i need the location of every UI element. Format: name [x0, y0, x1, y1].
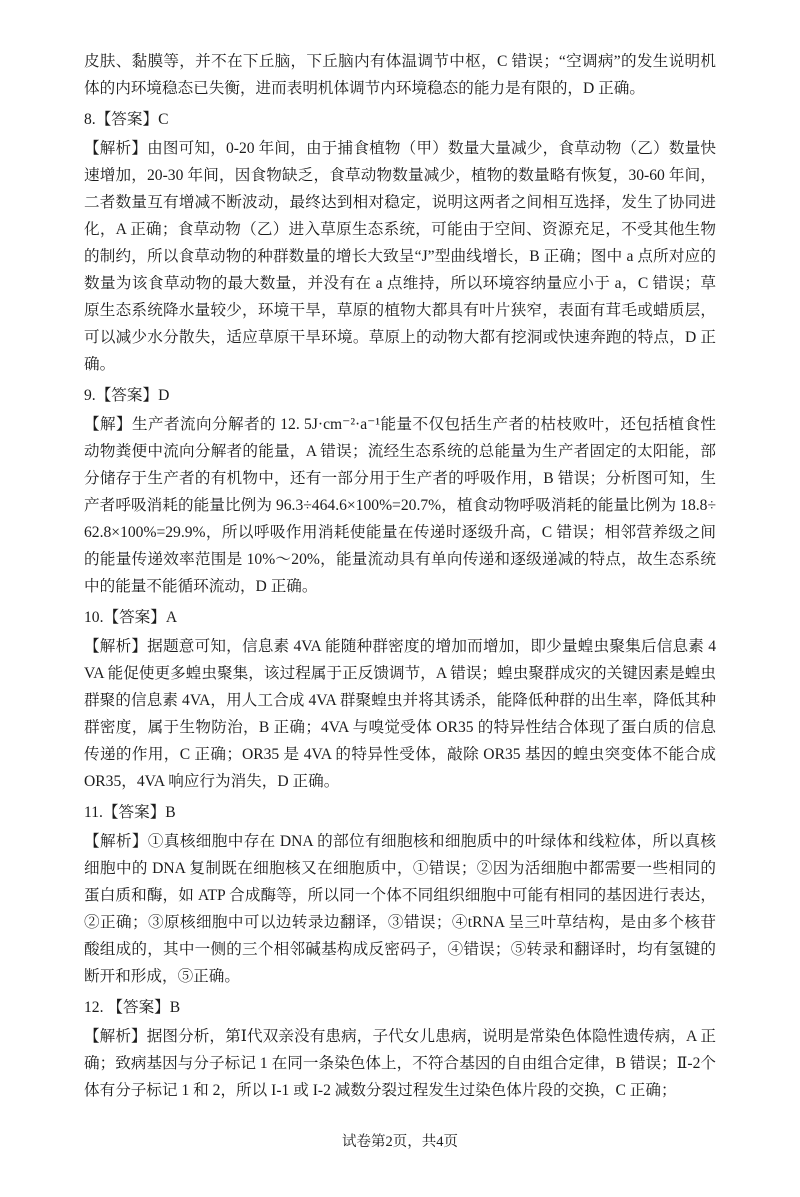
continuation-paragraph: 皮肤、黏膜等，并不在下丘脑，下丘脑内有体温调节中枢，C 错误；“空调病”的发生说明机体的内环境稳态已失衡，进而表明机体调节内环境稳态的能力是有限的，D 正确。	[84, 53, 716, 97]
answer-line-q10: 10.【答案】A	[84, 609, 178, 626]
answer-line-q12: 12. 【答案】B	[84, 999, 181, 1016]
answer-line-q9: 9.【答案】D	[84, 387, 170, 404]
explanation-q11: 【解析】①真核细胞中存在 DNA 的部位有细胞核和细胞质中的叶绿体和线粒体，所以真核细胞中的 DNA 复制既在细胞核又在细胞质中，①错误；②因为活细胞中都需要一些相同的蛋白质和酶，如 ATP 合成酶等，所以同一个体不同组织细胞中可能有相同的基因进行表达，②正确；③原核细胞中可以边转录边翻译，③错误；④tRNA 呈三叶草结构，是由多个核苷酸组成的，其中一侧的三个相邻碱基构成反密码子，④错误；⑤转录和翻译时，均有氢键的断开和形成，⑤正确。	[84, 833, 716, 985]
explanation-q9: 【解】生产者流向分解者的 12. 5J·cm⁻²·a⁻¹能量不仅包括生产者的枯枝败叶，还包括植食性动物粪便中流向分解者的能量，A 错误；流经生态系统的总能量为生产者固定的太阳能，部分储存于生产者的有机物中，还有一部分用于生产者的呼吸作用，B 错误；分析图可知，生产者呼吸消耗的能量比例为 96.3÷464.6×100%=20.7%，植食动物呼吸消耗的能量比例为 18.8÷62.8×100%=29.9%，所以呼吸作用消耗使能量在传递时逐级升高，C 错误；相邻营养级之间的能量传递效率范围是 10%～20%，能量流动具有单向传递和逐级递减的特点，故生态系统中的能量不能循环流动，D 正确。	[84, 416, 716, 595]
answer-line-q11: 11.【答案】B	[84, 804, 176, 821]
explanation-q10: 【解析】据题意可知，信息素 4VA 能随种群密度的增加而增加，即少量蝗虫聚集后信息素 4VA 能促使更多蝗虫聚集，该过程属于正反馈调节，A 错误；蝗虫聚群成灾的关键因素是蝗虫群聚的信息素 4VA，用人工合成 4VA 群聚蝗虫并将其诱杀，能降低种群的出生率，降低其种群密度，属于生物防治，B 正确；4VA 与嗅觉受体 OR35 的特异性结合体现了蛋白质的信息传递的作用，C 正确；OR35 是 4VA 的特异性受体，敲除 OR35 基因的蝗虫突变体不能合成 OR35，4VA 响应行为消失，D 正确。	[84, 638, 716, 790]
explanation-q8: 【解析】由图可知，0-20 年间，由于捕食植物（甲）数量大量减少，食草动物（乙）数量快速增加，20-30 年间，因食物缺乏，食草动物数量减少，植物的数量略有恢复，30-60 年间，二者数量互有增减不断波动，最终达到相对稳定，说明这两者之间相互选择，发生了协同进化，A 正确；食草动物（乙）进入草原生态系统，可能由于空间、资源充足，不受其他生物的制约，所以食草动物的种群数量的增长大致呈“J”型曲线增长，B 正确；图中 a 点所对应的数量为该食草动物的最大数量，并没有在 a 点维持，所以环境容纳量应小于 a，C 错误；草原生态系统降水量较少，环境干旱，草原的植物大都具有叶片狭窄，表面有茸毛或蜡质层，可以减少水分散失，适应草原干旱环境。草原上的动物大都有挖洞或快速奔跑的特点，D 正确。	[84, 140, 716, 373]
page-footer: 试卷第2页，共4页	[342, 1134, 458, 1150]
explanation-q12: 【解析】据图分析，第Ⅰ代双亲没有患病，子代女儿患病，说明是常染色体隐性遗传病，A 正确；致病基因与分子标记 1 在同一条染色体上，不符合基因的自由组合定律，B 错误；Ⅱ-2个体有分子标记 1 和 2，所以 I-1 或 I-2 减数分裂过程发生过染色体片段的交换，C 正确；	[84, 1028, 716, 1099]
answer-content	[84, 48, 716, 1106]
answer-line-q8: 8.【答案】C	[84, 111, 169, 128]
